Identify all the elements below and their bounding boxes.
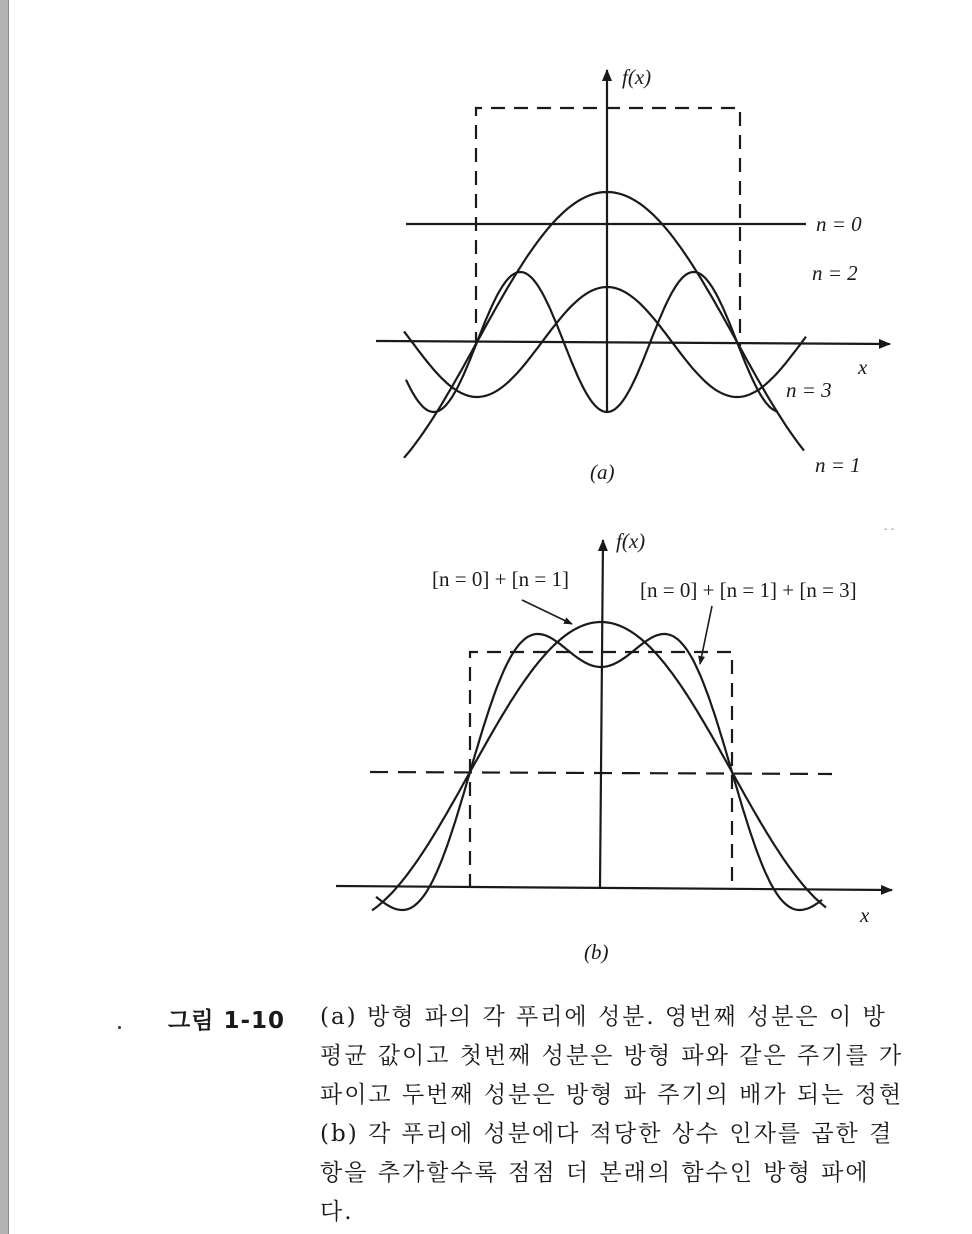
panel-b-y-axis: [600, 540, 603, 887]
panel-a-curve-n1: [404, 192, 804, 458]
panel-b-pointer-left: [522, 600, 572, 624]
caption-line-4: (b) 각 푸리에 성분에다 적당한 상수 인자를 곱한 결: [320, 1121, 894, 1147]
panel-b-annotation-right: [n = 0] + [n = 1] + [n = 3]: [640, 578, 857, 602]
panel-b-x-label: x: [860, 903, 870, 927]
stray-mark: - -: [884, 524, 895, 535]
panel-a-label-n3: n = 3: [786, 378, 832, 402]
panel-a-label-n0: n = 0: [816, 212, 862, 236]
caption-line-2: 평균 값이고 첫번째 성분은 방형 파와 같은 주기를 가: [320, 1043, 904, 1069]
caption-line-3: 파이고 두번째 성분은 방형 파 주기의 배가 되는 정현: [320, 1082, 904, 1108]
panel-a-x-axis: [376, 341, 890, 344]
panel-a-y-label: f(x): [622, 65, 652, 89]
panel-b-average-line: [370, 772, 832, 774]
caption-line-5: 항을 추가할수록 점점 더 본래의 함수인 방형 파에: [320, 1160, 870, 1186]
caption-line-6: 다.: [320, 1199, 354, 1225]
panel-a-label-n1: n = 1: [815, 453, 861, 477]
panel-b-x-axis: [336, 886, 892, 890]
panel-b-curve-n0-n1: [372, 622, 826, 910]
panel-a-sublabel: (a): [590, 460, 615, 484]
panel-a-x-label: x: [858, 355, 868, 379]
figure-number: 그림 1-10: [168, 1008, 285, 1034]
panel-a-label-n2: n = 2: [812, 261, 858, 285]
figure-caption: [320, 998, 972, 1232]
panel-b-annotation-left: [n = 0] + [n = 1]: [432, 567, 570, 591]
panel-b-sublabel: (b): [584, 940, 609, 964]
stray-dot: [118, 1026, 121, 1029]
panel-b-pointer-right: [700, 606, 712, 664]
panel-b-y-label: f(x): [616, 529, 646, 553]
caption-line-1: (a) 방형 파의 각 푸리에 성분. 영번째 성분은 이 방: [320, 1004, 887, 1030]
